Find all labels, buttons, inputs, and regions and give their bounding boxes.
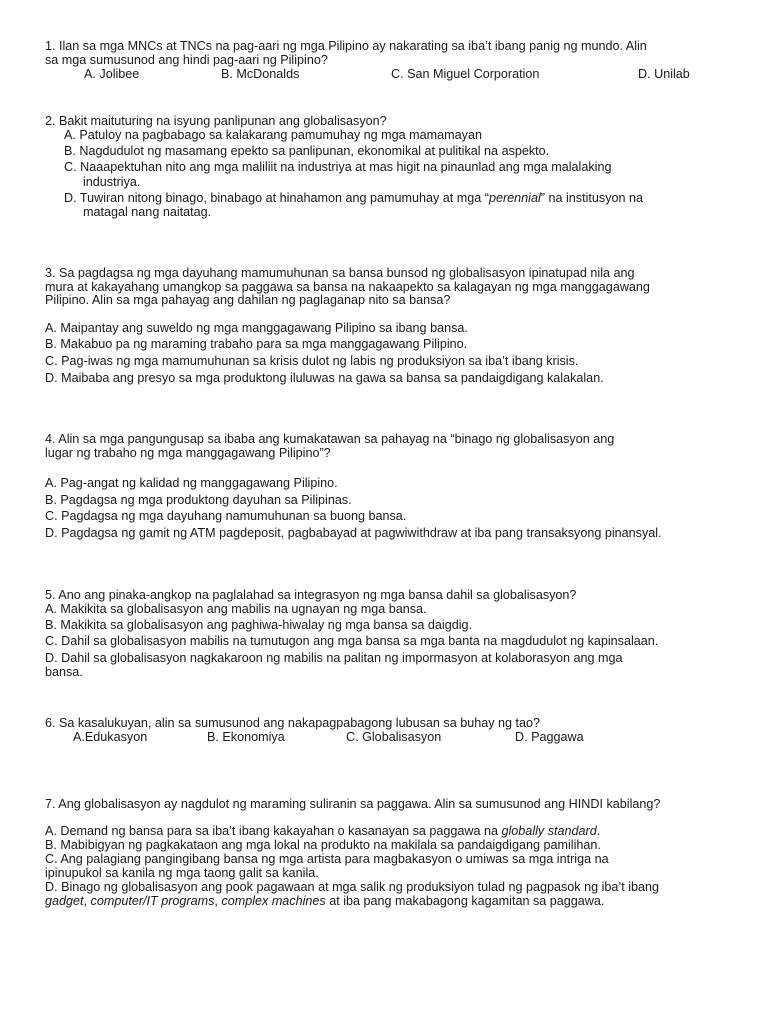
question-3-option-c: C. Pag-iwas ng mga mamumuhunan sa krisis dulot ng labis ng produksiyon sa iba’t ibang krisis. [45, 354, 579, 368]
question-1-stem-line-2: sa mga sumusunod ang hindi pag-aari ng Pilipino? [45, 53, 328, 67]
question-7-option-b: B. Mabibigyan ng pagkakataon ang mga lokal na produkto na makilala sa pandaigdigang pamilihan. [45, 838, 601, 852]
question-7-option-d-line-2: gadget, computer/IT programs, complex machines at iba pang makabagong kagamitan sa paggawa. [45, 894, 605, 908]
question-4-option-c: C. Pagdagsa ng mga dayuhang namumuhunan sa buong bansa. [45, 509, 407, 523]
question-5-option-c: C. Dahil sa globalisasyon mabilis na tumutugon ang mga bansa sa mga banta na magdudulot ng kapinsalaan. [45, 634, 659, 648]
question-3-option-a: A. Maipantay ang suweldo ng mga manggagawang Pilipino sa ibang bansa. [45, 321, 468, 335]
question-5-option-d-line-2: bansa. [45, 665, 83, 679]
question-7-stem: 7. Ang globalisasyon ay nagdulot ng maraming suliranin sa paggawa. Alin sa sumusunod ang HINDI kabilang? [45, 797, 661, 811]
question-2-option-d-line-2: matagal nang naitatag. [83, 205, 212, 219]
question-3-option-b: B. Makabuo pa ng maraming trabaho para sa mga manggagawang Pilipino. [45, 337, 468, 351]
question-2-option-c-line-1: C. Naaapektuhan nito ang mga maliliit na industriya at mas higit na pinaunlad ang mga malalaking [64, 160, 612, 174]
question-4-option-d: D. Pagdagsa ng gamit ng ATM pagdeposit, pagbabayad at pagwiwithdraw at iba pang transaksyong pinansyal. [45, 526, 662, 540]
question-5-option-b: B. Makikita sa globalisasyon ang paghiwa-hiwalay ng mga bansa sa daigdig. [45, 618, 473, 632]
question-5-option-d-line-1: D. Dahil sa globalisasyon nagkakaroon ng mabilis na palitan ng impormasyon at kolaborasyon ang mga [45, 651, 623, 665]
question-2-stem: 2. Bakit maituturing na isyung panlipunan ang globalisasyon? [45, 114, 387, 128]
question-1-option-d: D. Unilab [638, 67, 690, 81]
question-4-option-b: B. Pagdagsa ng mga produktong dayuhan sa Pilipinas. [45, 493, 352, 507]
question-6-option-b: B. Ekonomiya [207, 730, 285, 744]
question-7-option-d-line-1: D. Binago ng globalisasyon ang pook pagawaan at mga salik ng produksiyon tulad ng pagpasok ng iba’t ibang [45, 880, 660, 894]
question-7-option-c-line-1: C. Ang palagiang pangingibang bansa ng mga artista para magbakasyon o umiwas sa mga intriga na [45, 852, 609, 866]
question-6-option-d: D. Paggawa [515, 730, 584, 744]
question-2-option-c-line-2: industriya. [83, 175, 141, 189]
question-3-stem-line-3: Pilipino. Alin sa mga pahayag ang dahilan ng paglaganap nito sa bansa? [45, 293, 451, 307]
question-1-option-b: B. McDonalds [221, 67, 300, 81]
question-1-stem-line-1: 1. Ilan sa mga MNCs at TNCs na pag-aari ng mga Pilipino ay nakarating sa iba’t ibang panig ng mundo. Alin [45, 39, 647, 53]
question-6-option-a: A.Edukasyon [73, 730, 148, 744]
question-6-option-c: C. Globalisasyon [346, 730, 442, 744]
question-3-option-d: D. Maibaba ang presyo sa mga produktong iluluwas na gawa sa bansa sa pandaigdigang kalakalan. [45, 371, 604, 385]
question-2-option-b: B. Nagdudulot ng masamang epekto sa panlipunan, ekonomikal at pulitikal na aspekto. [64, 144, 550, 158]
question-5-stem: 5. Ano ang pinaka-angkop na paglalahad sa integrasyon ng mga bansa dahil sa globalisasyon? [45, 588, 577, 602]
question-7-option-a: A. Demand ng bansa para sa iba’t ibang kakayahan o kasanayan sa paggawa na globally standard. [45, 824, 601, 838]
question-4-option-a: A. Pag-angat ng kalidad ng manggagawang Pilipino. [45, 476, 338, 490]
question-1-option-c: C. San Miguel Corporation [391, 67, 540, 81]
question-5-option-a: A. Makikita sa globalisasyon ang mabilis na ugnayan ng mga bansa. [45, 602, 427, 616]
question-4-stem-line-1: 4. Alin sa mga pangungusap sa ibaba ang kumakatawan sa pahayag na “binago ng globalisasyon ang [45, 432, 615, 446]
question-3-stem-line-1: 3. Sa pagdagsa ng mga dayuhang mamumuhunan sa bansa bunsod ng globalisasyon ipinatupad nila ang [45, 266, 635, 280]
question-6-stem: 6. Sa kasalukuyan, alin sa sumusunod ang nakapagpabagong lubusan sa buhay ng tao? [45, 716, 541, 730]
question-1-option-a: A. Jolibee [84, 67, 140, 81]
question-2-option-d-line-1: D. Tuwiran nitong binago, binabago at hinahamon ang pamumuhay at mga “perennial” na institusyon na [64, 191, 644, 205]
question-7-option-c-line-2: ipinupukol sa kanila ng mga taong galit sa kanila. [45, 866, 319, 880]
question-3-stem-line-2: mura at kakayahang umangkop sa paggawa sa bansa na nakaapekto sa kalagayan ng mga manggagawang [45, 280, 650, 294]
question-4-stem-line-2: lugar ng trabaho ng mga manggagawang Pilipino”? [45, 446, 331, 460]
question-2-option-a: A. Patuloy na pagbabago sa kalakarang pamumuhay ng mga mamamayan [64, 128, 482, 142]
